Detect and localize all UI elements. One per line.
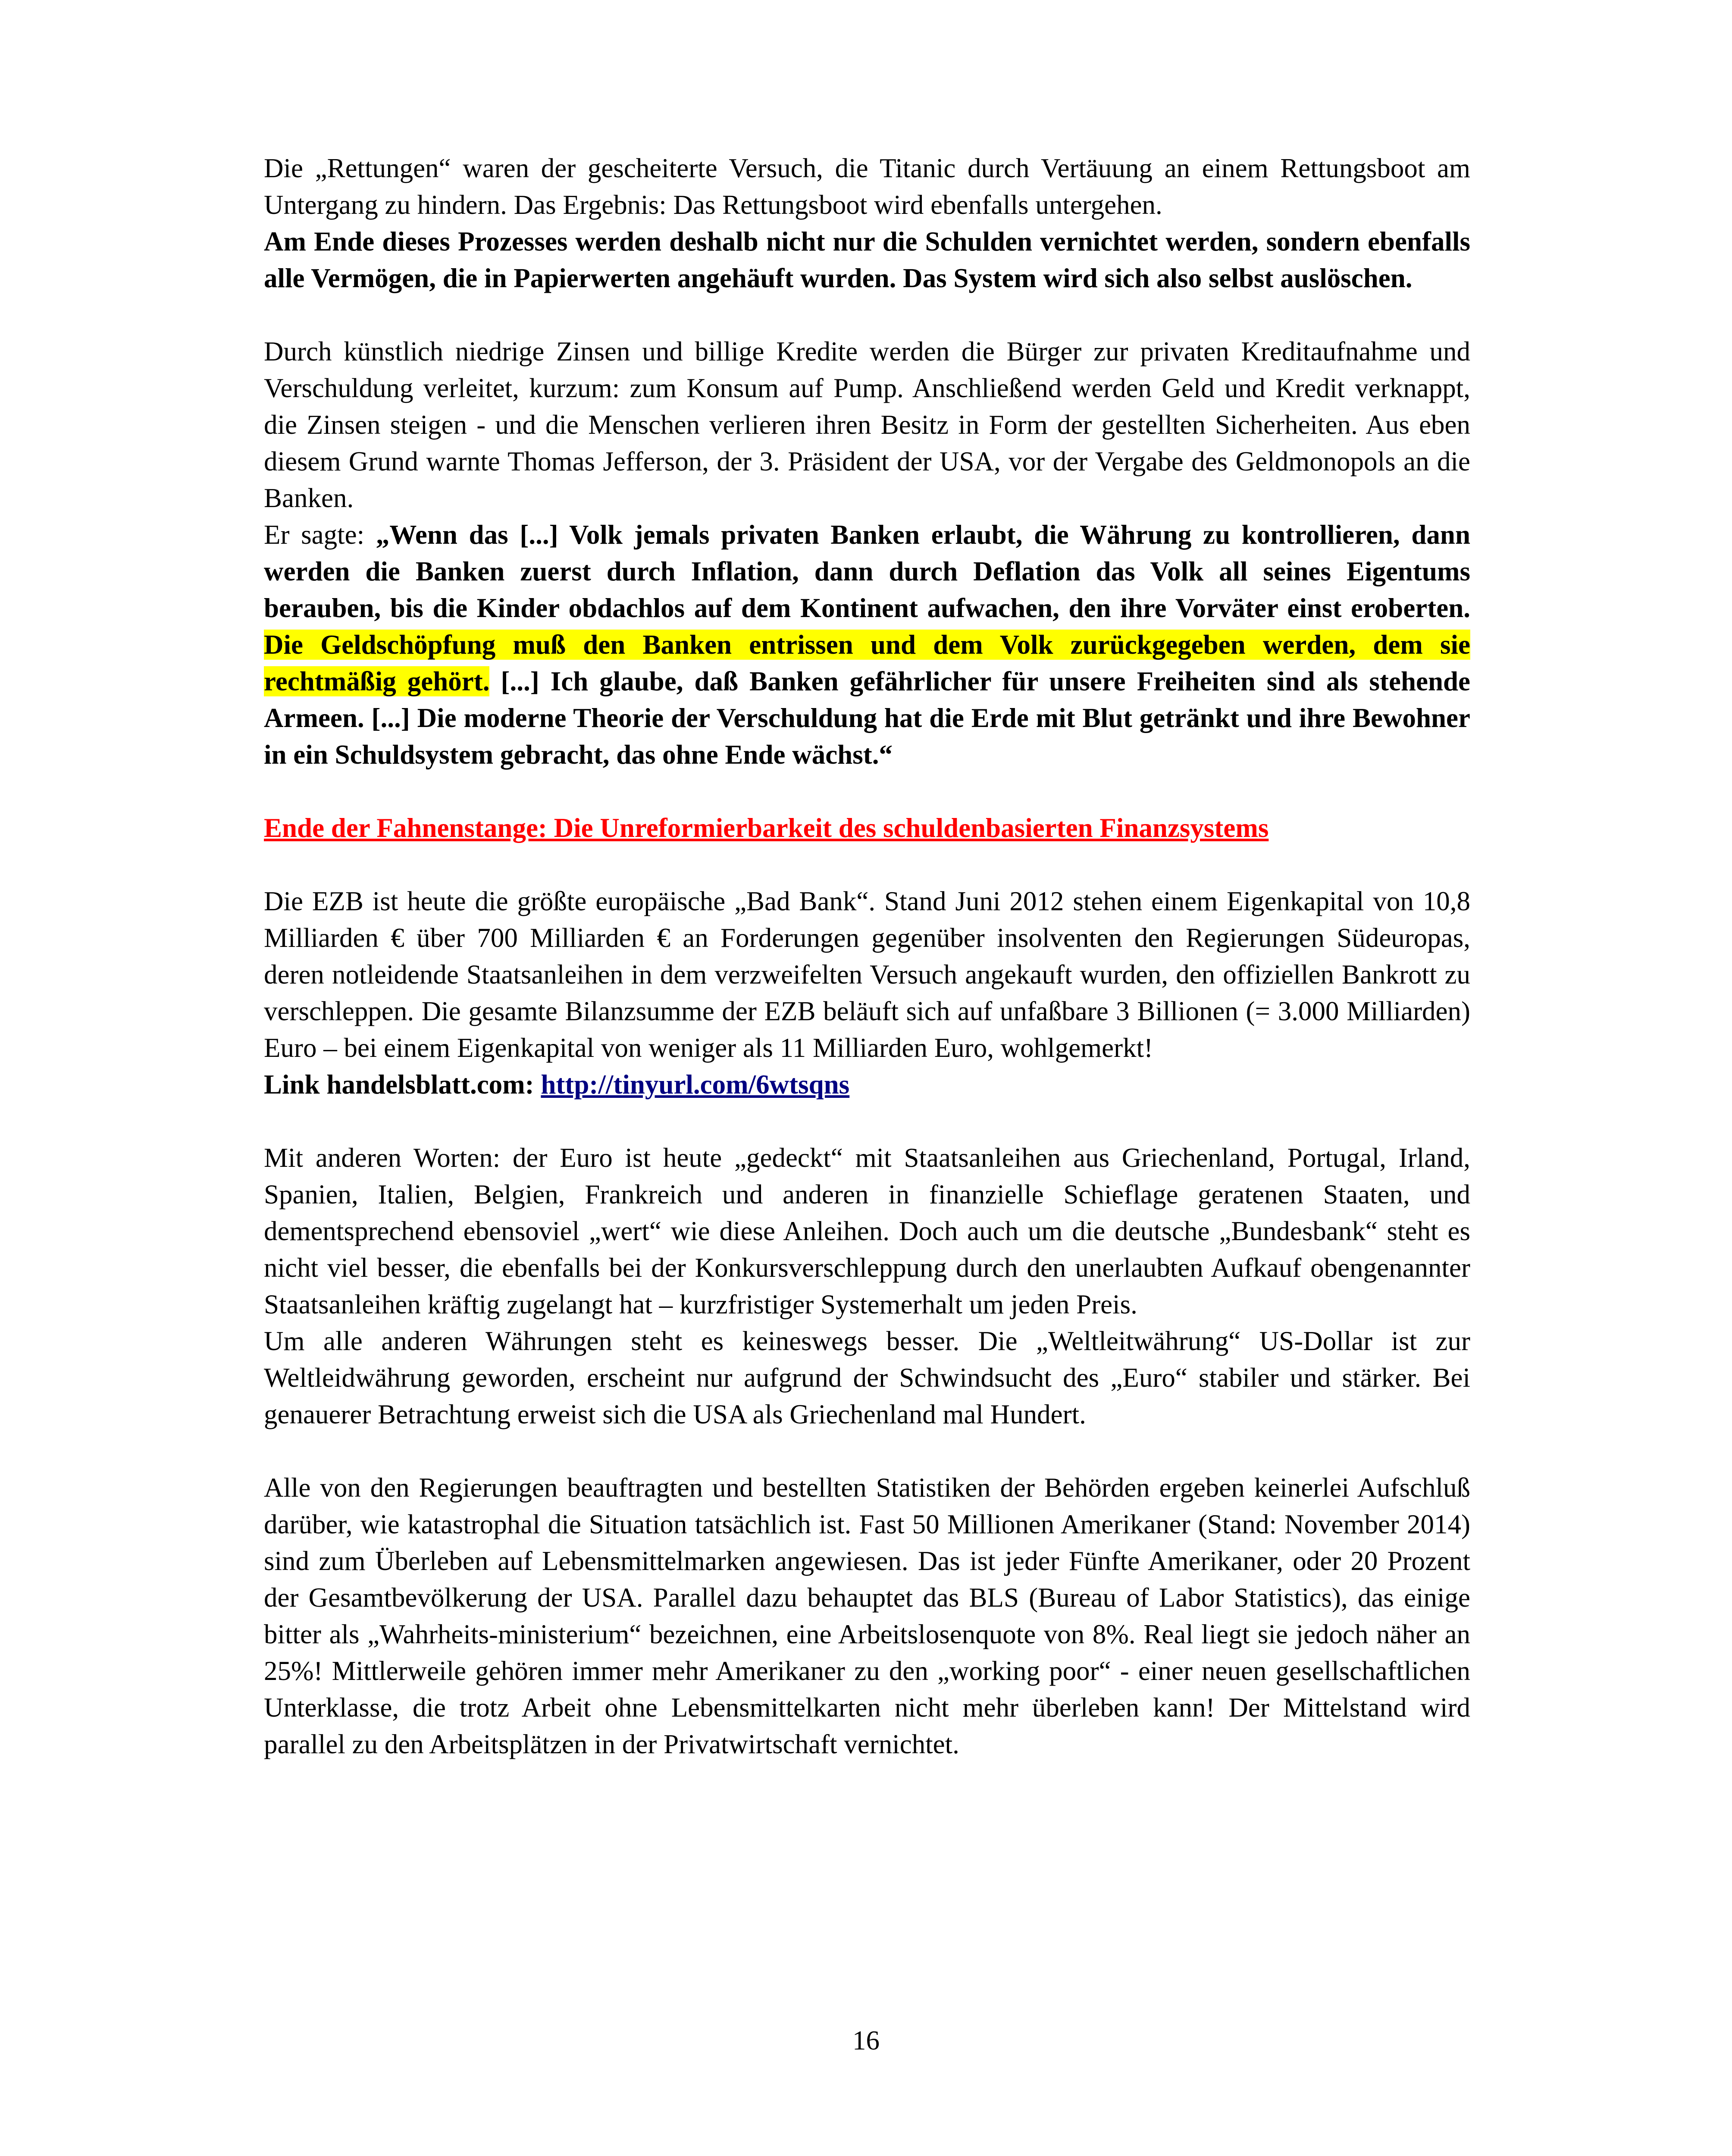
paragraph-bold-conclusion: Am Ende dieses Prozesses werden deshalb nicht nur die Schulden vernichtet werden, sondern ebenfalls alle Vermögen, die in Papierwerten angehäuft wurden. Das System wird sich also selbst auslöschen.: [264, 226, 1470, 293]
link-label: Link handelsblatt.com:: [264, 1069, 541, 1100]
paragraph-gap: [264, 773, 1470, 810]
paragraph-jefferson-quote: [264, 517, 1470, 773]
quote-bold-part2: [...] Ich glaube, daß Banken gefährlicher für unsere Freiheiten sind als stehende Armeen. [...] Die moderne Theorie der Verschuldung hat die Erde mit Blut getränkt und ihre Bewohner in ein Schuldsystem gebracht, das ohne Ende wächst.“: [264, 666, 1470, 770]
paragraph-rettungen: Die „Rettungen“ waren der gescheiterte Versuch, die Titanic durch Vertäuung an einem Rettungsboot am Untergang zu hindern. Das Ergebnis: Das Rettungsboot wird ebenfalls untergehen.: [264, 153, 1470, 220]
paragraph-gap: [264, 1103, 1470, 1140]
paragraph-gap: [264, 1433, 1470, 1470]
section-heading: Ende der Fahnenstange: Die Unreformierbarkeit des schuldenbasierten Finanzsystems: [264, 813, 1269, 843]
link-line: [264, 1066, 1470, 1103]
paragraph-ezb: Die EZB ist heute die größte europäische „Bad Bank“. Stand Juni 2012 stehen einem Eigenkapital von 10,8 Milliarden € über 700 Milliarden € an Forderungen gegenüber insolventen den Regierungen Südeuropas, deren notleidende Staatsanleihen in dem verzweifelten Versuch angekauft wurden, den offiziellen Bankrott zu verschleppen. Die gesamte Bilanzsumme der EZB beläuft sich auf unfaßbare 3 Billionen (= 3.000 Milliarden) Euro – bei einem Eigenkapital von weniger als 11 Milliarden Euro, wohlgemerkt!: [264, 886, 1470, 1063]
paragraph-gap: [264, 846, 1470, 883]
document-page: [264, 150, 1470, 1763]
page-number: 16: [852, 2025, 880, 2056]
quote-bold-part1: „Wenn das [...] Volk jemals privaten Banken erlaubt, die Währung zu kontrollieren, dann werden die Banken zuerst durch Inflation, dann durch Deflation das Volk all seines Eigentums berauben, bis die Kinder obdachlos auf dem Kontinent aufwachen, den ihre Vorväter einst eroberten.: [264, 520, 1470, 623]
paragraph-gap: [264, 297, 1470, 333]
paragraph-kredite: Durch künstlich niedrige Zinsen und billige Kredite werden die Bürger zur privaten Kreditaufnahme und Verschuldung verleitet, kurzum: zum Konsum auf Pump. Anschließend werden Geld und Kredit verknappt, die Zinsen steigen - und die Menschen verlieren ihren Besitz in Form der gestellten Sicherheiten. Aus eben diesem Grund warnte Thomas Jefferson, der 3. Präsident der USA, vor der Vergabe des Geldmonopols an die Banken.: [264, 336, 1470, 513]
paragraph-waehrungen: Um alle anderen Währungen steht es keineswegs besser. Die „Weltleitwährung“ US-Dollar ist zur Weltleidwährung geworden, erscheint nur aufgrund der Schwindsucht des „Euro“ stabiler und stärker. Bei genauerer Betrachtung erweist sich die USA als Griechenland mal Hundert.: [264, 1326, 1470, 1429]
paragraph-euro-gedeckt: Mit anderen Worten: der Euro ist heute „gedeckt“ mit Staatsanleihen aus Griechenland, Portugal, Irland, Spanien, Italien, Belgien, Frankreich und anderen in finanzielle Schieflage geratenen Staaten, und dementsprechend ebensoviel „wert“ wie diese Anleihen. Doch auch um die deutsche „Bundesbank“ steht es nicht viel besser, die ebenfalls bei der Konkursverschleppung durch den unerlaubten Aufkauf obengenannter Staatsanleihen kräftig zugelangt hat – kurzfristiger Systemerhalt um jeden Preis.: [264, 1143, 1470, 1319]
tinyurl-link[interactable]: http://tinyurl.com/6wtsqns: [541, 1069, 850, 1100]
quote-highlighted-sentence: Die Geldschöpfung muß den Banken entrissen und dem Volk zurückgegeben werden, dem sie rechtmäßig gehört.: [264, 630, 1470, 696]
quote-intro: Er sagte:: [264, 520, 376, 550]
paragraph-statistiken: Alle von den Regierungen beauftragten und bestellten Statistiken der Behörden ergeben keinerlei Aufschluß darüber, wie katastrophal die Situation tatsächlich ist. Fast 50 Millionen Amerikaner (Stand: November 2014) sind zum Überleben auf Lebensmittelmarken angewiesen. Das ist jeder Fünfte Amerikaner, oder 20 Prozent der Gesamtbevölkerung der USA. Parallel dazu behauptet das BLS (Bureau of Labor Statistics), das einige bitter als „Wahrheits-ministerium“ bezeichnen, eine Arbeitslosenquote von 8%. Real liegt sie jedoch näher an 25%! Mittlerweile gehören immer mehr Amerikaner zu den „working poor“ - einer neuen gesellschaftlichen Unterklasse, die trotz Arbeit ohne Lebensmittelkarten nicht mehr überleben kann! Der Mittelstand wird parallel zu den Arbeitsplätzen in der Privatwirtschaft vernichtet.: [264, 1473, 1470, 1759]
